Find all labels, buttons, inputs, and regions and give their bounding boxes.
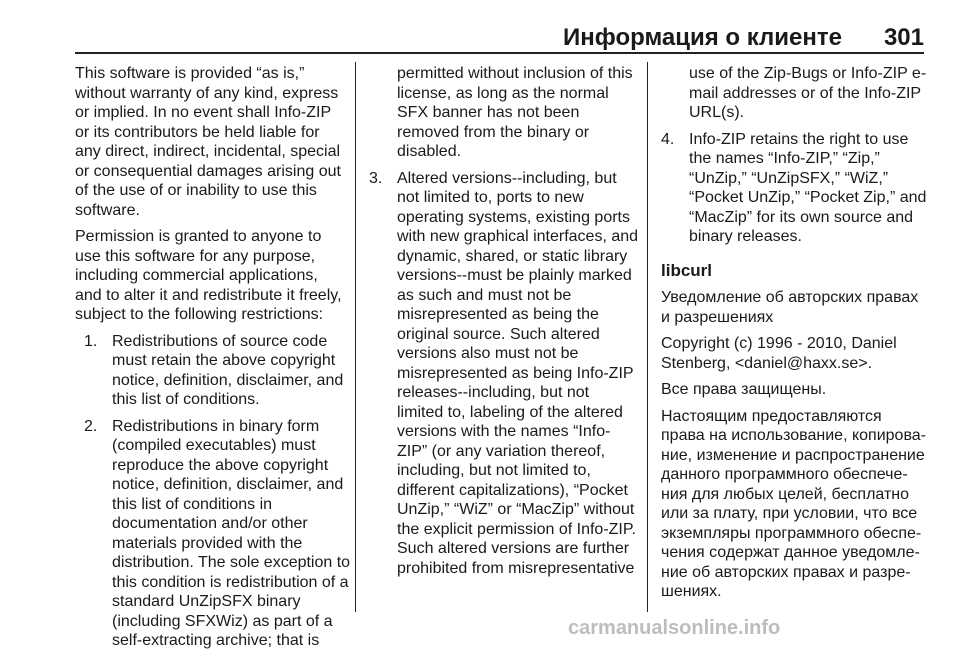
text-line: the names “Info-ZIP,” “Zip,” [689,150,880,167]
text-line: software. [75,201,140,219]
text-line: mail addresses or of the Info-ZIP [689,84,922,102]
text-line: this condition is redistribution of a [112,573,349,591]
paragraph-permission-ru [661,407,925,602]
text-line: “MacZip” for its own source and [689,208,914,226]
text-line: SFX banner has not been [397,104,580,121]
text-line: ZIP” (or any variation thereof, [397,442,606,460]
list-number: 2. [84,417,98,435]
text-line: “Pocket UnZip,” “Pocket Zip,” and [689,189,927,206]
text-line: ния для любых целей, бесплатно [661,485,910,503]
list-item-1 [84,332,350,410]
text-line: standard UnZipSFX binary [112,593,301,610]
text-line: dynamic, shared, or static library [397,247,628,265]
text-line: ние, изменение и распространение [661,446,925,464]
list-item-4 [661,130,925,247]
list-item-text [397,64,633,162]
text-line: versions also must not be [397,345,579,362]
column-divider-1 [355,62,356,612]
text-line: use this software for any purpose, [75,247,316,265]
text-line: operating systems, existing ports [397,208,630,226]
text-line: ние об авторских правах и разре- [661,563,911,581]
text-line: limited to, labeling of the altered [397,403,623,421]
page-title: Информация о клиенте [563,24,842,51]
text-line: данного программного обеспече- [661,466,908,483]
text-line: Permission is granted to anyone to [75,228,322,245]
text-line: reproduce the above copyright [112,456,329,474]
text-line: Info-ZIP retains the right to use [689,130,909,148]
header-rule [75,52,924,54]
list-item-text [112,332,350,410]
list-item-text [689,130,925,247]
text-line: binary releases. [689,228,802,245]
paragraph-copyright [661,334,925,373]
text-line: misrepresented as being Info-ZIP [397,364,634,382]
text-line: Altered versions--including, but [397,169,617,187]
text-line: Уведомление об авторских правах [661,289,919,306]
text-line: notice, definition, disclaimer, and [112,476,344,493]
list-item-2-continued [369,64,633,162]
text-line: права на использование, копирова- [661,427,926,444]
text-line: original source. Such altered [397,325,600,343]
section-heading-libcurl: libcurl [661,260,713,280]
text-line: or implied. In no event shall Info-ZIP [75,104,332,121]
list-number: 3. [369,169,383,187]
text-line: versions--must be plainly marked [397,267,632,284]
list-item-2 [84,417,350,651]
list-item-3 [369,169,639,579]
list-item-text [689,64,925,123]
text-line: “UnZip,” “UnZipSFX,” “WiZ,” [689,169,889,187]
text-line: or its contributors be held liable for [75,123,320,141]
text-line: чения содержат данное уведомле- [661,544,920,561]
text-line: Все права защищены. [661,381,827,398]
text-line: Copyright (c) 1996 - 2010, Daniel [661,335,897,352]
list-item-text [397,169,639,579]
text-line: without warranty of any kind, express [75,84,339,102]
list-number: 4. [661,130,675,148]
text-line: including, but not limited to, [397,462,591,479]
text-line: documentation and/or other [112,515,308,532]
text-line: Such altered versions are further [397,540,630,557]
text-line: Настоящим предоставляются [661,407,882,425]
text-line: of the use of or inability to use this [75,182,317,199]
text-line: removed from the binary or [397,123,590,141]
text-line: permitted without inclusion of this [397,65,633,82]
text-line: шениях. [661,583,722,600]
page-number: 301 [883,24,924,51]
list-item-text [112,417,350,651]
text-line: distribution. The sole exception to [112,554,351,571]
page-header [75,22,924,52]
text-line: prohibited from misrepresentative [397,559,635,577]
text-line: subject to the following restrictions: [75,306,324,323]
text-line: materials provided with the [112,534,303,552]
text-line: (including SFXWiz) as part of a [112,612,333,630]
text-line: экземпляры программного обеспе- [661,524,922,542]
text-line: any direct, indirect, incidental, special [75,143,341,160]
text-line: misrepresented as being the [397,306,599,323]
column-2 [369,64,639,585]
text-line: notice, definition, disclaimer, and [112,371,344,389]
column-divider-2 [647,62,648,612]
text-line: и разрешениях [661,308,774,326]
text-line: releases--including, but not [397,384,590,401]
text-line: or consequential damages arising out [75,162,341,180]
text-line: not limited to, ports to new [397,189,584,206]
paragraph-disclaimer [75,64,350,220]
list-item-3-continued [661,64,925,123]
text-line: Redistributions of source code [112,332,328,350]
text-line: URL(s). [689,104,745,121]
paragraph-rights [661,380,925,400]
watermark: carmanualsonline.info [568,617,781,639]
list-number: 1. [84,332,98,350]
text-line: must retain the above copyright [112,352,336,369]
paragraph-permission [75,227,350,325]
text-line: including commercial applications, [75,267,318,284]
text-line: (compiled executables) must [112,437,316,454]
text-line: disabled. [397,143,462,160]
text-line: use of the Zip-Bugs or Info-ZIP e- [689,65,927,82]
text-line: This software is provided “as is,” [75,65,305,82]
text-line: this list of conditions in [112,495,273,513]
text-line: different capitalizations), “Pocket [397,481,628,499]
text-line: license, as long as the normal [397,84,609,102]
text-line: as such and must not be [397,286,572,304]
text-line: self-extracting archive; that is [112,632,320,649]
text-line: with new graphical interfaces, and [397,228,639,245]
text-line: and to alter it and redistribute it freely, [75,286,342,304]
text-line: versions with the names “Info- [397,423,611,440]
paragraph-notice-title [661,288,925,327]
column-3 [661,64,925,609]
text-line: Redistributions in binary form [112,417,320,435]
text-line: the explicit permission of Info-ZIP. [397,520,636,538]
text-line: или за плату, при условии, что все [661,505,918,522]
text-line: this list of conditions. [112,391,260,408]
column-1 [75,64,350,658]
text-line: Stenberg, <daniel@haxx.se>. [661,354,873,372]
text-line: UnZip,” “WiZ” or “MacZip” without [397,501,635,518]
